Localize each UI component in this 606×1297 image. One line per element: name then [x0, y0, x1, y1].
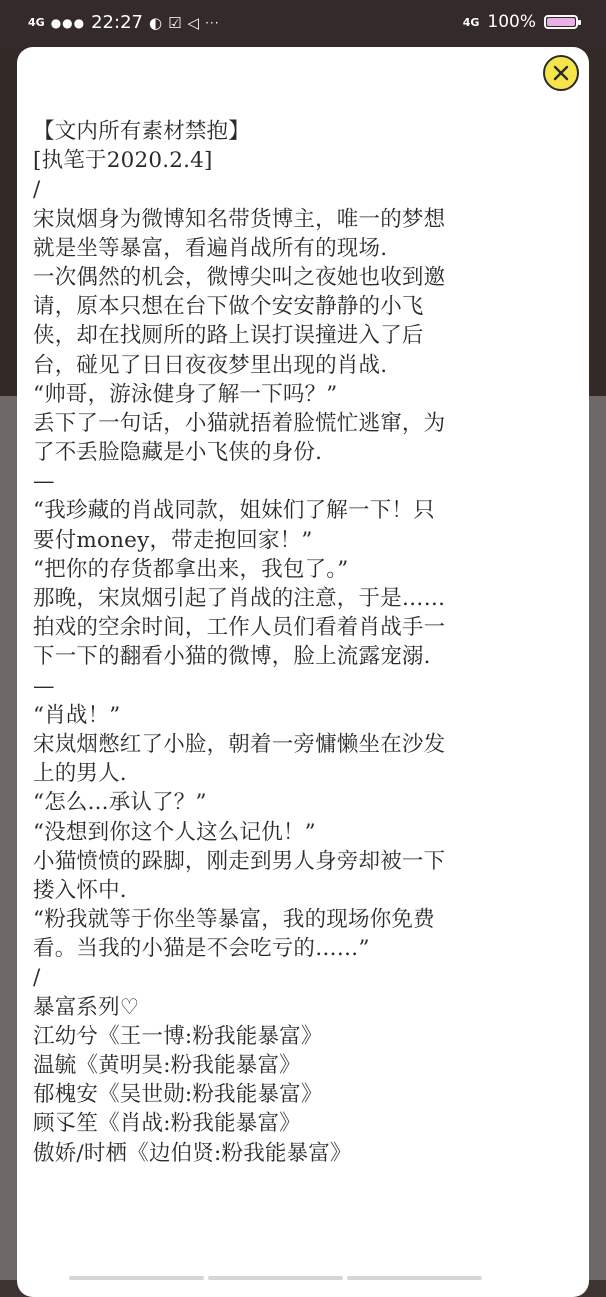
synopsis-line: 下一下的翻看小猫的微博，脸上流露宠溺.: [33, 644, 431, 670]
synopsis-line: 上的男人.: [33, 761, 127, 787]
synopsis-line: “没想到你这个人这么记仇！”: [33, 819, 316, 845]
status-bar: [0, 0, 606, 46]
synopsis-line: “帅哥，游泳健身了解一下吗？”: [33, 381, 338, 407]
synopsis-line: 【文内所有素材禁抱】: [33, 119, 251, 144]
synopsis-line: /: [33, 965, 41, 991]
synopsis-text: [33, 117, 581, 1168]
synopsis-line: 郁槐安《吴世勋:粉我能暴富》: [33, 1082, 323, 1108]
moon-icon: ◐: [148, 13, 163, 32]
synopsis-line: “粉我就等于你坐等暴富，我的现场你免费: [33, 907, 435, 933]
synopsis-line: /: [33, 177, 41, 203]
synopsis-line: 要付money，带走抱回家！”: [33, 527, 313, 553]
synopsis-line: 温毓《黄明昊:粉我能暴富》: [33, 1053, 301, 1078]
synopsis-line: 侠，却在找厕所的路上误打误撞进入了后: [33, 323, 424, 349]
clock: 22:27: [91, 12, 143, 33]
synopsis-line: 顾孓笙《肖战:粉我能暴富》: [33, 1111, 301, 1137]
battery-tip: [578, 20, 581, 25]
bottom-tab[interactable]: [208, 1276, 343, 1280]
synopsis-line: 台，碰见了日日夜夜梦里出现的肖战.: [33, 352, 388, 378]
synopsis-line: 搂入怀中.: [33, 877, 127, 903]
synopsis-line: 江幼兮《王一博:粉我能暴富》: [33, 1023, 323, 1049]
status-left: [28, 12, 220, 33]
battery-percent: 100%: [487, 12, 536, 32]
signal-left-label: 4G: [28, 16, 45, 29]
synopsis-line: 请，原本只想在台下做个安安静静的小飞: [33, 294, 424, 320]
synopsis-line: 就是坐等暴富，看遍肖战所有的现场.: [33, 235, 388, 261]
synopsis-line: [执笔于2020.2.4]: [33, 148, 213, 174]
signal-dots-icon: ●●●: [50, 15, 86, 30]
synopsis-line: “肖战！”: [33, 702, 121, 728]
bottom-tab[interactable]: [347, 1276, 482, 1280]
bottom-tabs: [69, 1276, 482, 1280]
battery-icon: [544, 15, 578, 29]
battery-fill: [547, 18, 575, 26]
synopsis-line: —: [33, 469, 55, 495]
synopsis-line: “怎么...承认了？”: [33, 790, 207, 816]
more-icon: ···: [205, 15, 220, 30]
close-icon: [551, 63, 571, 83]
close-button[interactable]: [543, 55, 579, 91]
network-right-label: 4G: [462, 15, 480, 29]
synopsis-line: 宋岚烟憋红了小脸，朝着一旁慵懒坐在沙发: [33, 731, 446, 757]
synopsis-line: 暴富系列♡: [33, 994, 140, 1020]
synopsis-line: 拍戏的空余时间，工作人员们看着肖战手一: [33, 615, 446, 641]
synopsis-line: “把你的存货都拿出来，我包了。”: [33, 556, 349, 582]
status-right: [463, 12, 578, 32]
task-check-icon: ☑: [168, 13, 182, 32]
synopsis-line: 宋岚烟身为微博知名带货博主，唯一的梦想: [33, 206, 446, 232]
synopsis-dialog: [17, 47, 589, 1297]
bottom-tab[interactable]: [69, 1276, 204, 1280]
mute-icon: ◁: [187, 13, 200, 32]
synopsis-line: 了不丢脸隐藏是小飞侠的身份.: [33, 440, 323, 466]
synopsis-line: 小猫愤愤的跺脚，刚走到男人身旁却被一下: [33, 848, 446, 874]
synopsis-line: —: [33, 673, 55, 699]
synopsis-line: 丢下了一句话，小猫就捂着脸慌忙逃窜，为: [33, 410, 446, 436]
synopsis-line: 傲娇/时栖《边伯贤:粉我能暴富》: [33, 1140, 352, 1166]
synopsis-line: 一次偶然的机会，微博尖叫之夜她也收到邀: [33, 264, 446, 290]
synopsis-line: “我珍藏的肖战同款，姐妹们了解一下！只: [33, 498, 435, 524]
synopsis-line: 那晚，宋岚烟引起了肖战的注意，于是……: [33, 586, 446, 611]
synopsis-line: 看。当我的小猫是不会吃亏的……”: [33, 936, 370, 962]
